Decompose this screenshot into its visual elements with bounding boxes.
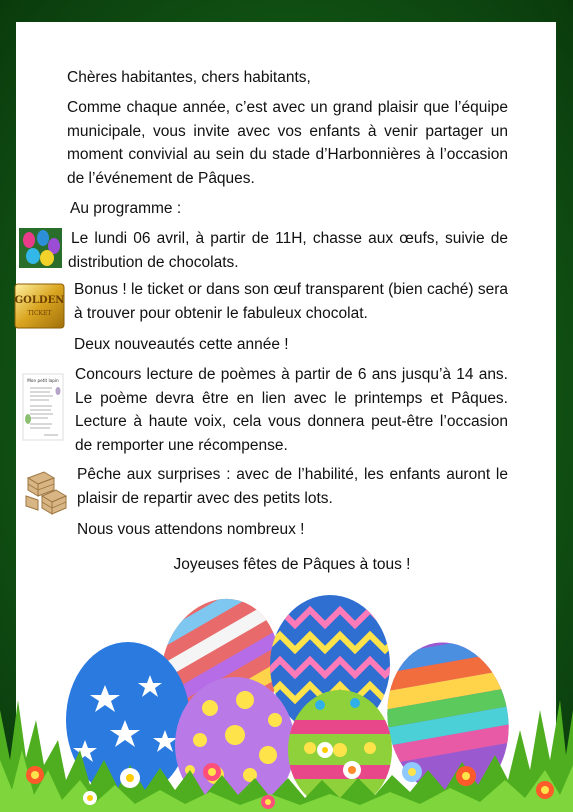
closing-line: Joyeuses fêtes de Pâques à tous ! <box>173 556 411 573</box>
golden-ticket-icon <box>14 281 65 331</box>
programme-title: Au programme : <box>70 200 182 217</box>
greeting: Chères habitantes, chers habitants, <box>67 69 311 86</box>
svg-text:TICKET: TICKET <box>27 310 52 317</box>
item-egg-hunt: Le lundi 06 avril, à partir de 11H, chasse aux œufs, suivie de distribution de chocolats. <box>68 230 508 271</box>
item-poem-contest: Concours lecture de poèmes à partir de 6 ans jusqu’à 14 ans. Le poème devra être en lien avec le printemps et Pâques. Lecture à haute voix, cela vous donnera peut-être l’occasion de remporter une récompense. <box>75 366 508 454</box>
svg-text:GOLDEN: GOLDEN <box>14 295 65 306</box>
easter-eggs-illustration <box>0 590 573 812</box>
svg-text:Mon petit lapin: Mon petit lapin <box>27 378 59 383</box>
intro-paragraph: Comme chaque année, c’est avec un grand plaisir que l’équipe municipale, vous invite avec vos enfants à venir partager un moment convivial au sein du stade d’Harbonnières à l’occasion de l’événement de Pâques. <box>67 99 508 187</box>
crates-icon <box>24 466 70 516</box>
invitation-line: Nous vous attendons nombreux ! <box>77 521 305 538</box>
new-features-heading: Deux nouveautés cette année ! <box>74 336 289 353</box>
item-surprise-fishing: Pêche aux surprises : avec de l’habilité, les enfants auront le plaisir de repartir avec des petits lots. <box>77 466 508 507</box>
eggs-basket-icon <box>19 228 62 268</box>
item-golden-ticket: Bonus ! le ticket or dans son œuf transparent (bien caché) sera à trouver pour obtenir le fabuleux chocolat. <box>74 281 508 322</box>
poem-sheet-icon <box>22 373 64 441</box>
